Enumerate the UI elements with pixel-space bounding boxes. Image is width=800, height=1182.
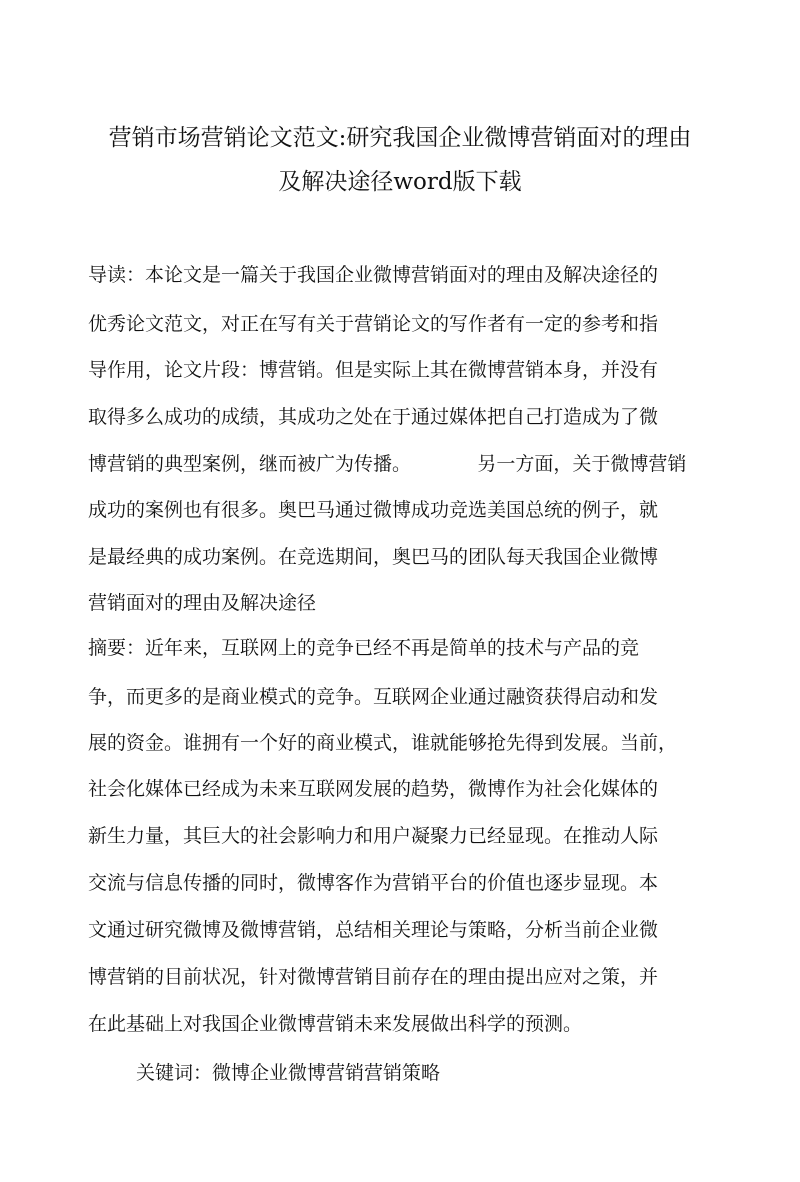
keywords-line: 关键词：微博企业微博营销营销策略 [136, 1062, 441, 1084]
abstract-line-8: 博营销的目前状况，针对微博营销目前存在的理由提出应对之策，并 [88, 966, 659, 988]
abstract-line-4: 社会化媒体已经成为未来互联网发展的趋势，微博作为社会化媒体的 [88, 778, 659, 800]
body-line-6: 成功的案例也有很多。奥巴马通过微博成功竞选美国总统的例子，就 [88, 499, 659, 521]
title-line-2: 及解决途径word版下载 [278, 169, 522, 195]
page-title [60, 116, 740, 204]
body-line-5: 博营销的典型案例，继而被广为传播。 另一方面，关于微博营销 [88, 453, 687, 475]
abstract-line-5: 新生力量，其巨大的社会影响力和用户凝聚力已经显现。在推动人际 [88, 825, 659, 847]
abstract-line-1: 摘要：近年来，互联网上的竞争已经不再是简单的技术与产品的竞 [88, 637, 640, 659]
title-line-1: 营销市场营销论文范文:研究我国企业微博营销面对的理由 [108, 125, 692, 151]
body-line-1: 导读：本论文是一篇关于我国企业微博营销面对的理由及解决途径的 [88, 264, 659, 286]
body-line-3: 导作用，论文片段：博营销。但是实际上其在微博营销本身，并没有 [88, 359, 659, 381]
body-line-4: 取得多么成功的成绩，其成功之处在于通过媒体把自己打造成为了微 [88, 406, 659, 428]
abstract-line-2: 争，而更多的是商业模式的竞争。互联网企业通过融资获得启动和发 [88, 686, 659, 708]
abstract-line-6: 交流与信息传播的同时，微博客作为营销平台的价值也逐步显现。本 [88, 872, 659, 894]
abstract-line-9: 在此基础上对我国企业微博营销未来发展做出科学的预测。 [88, 1013, 583, 1035]
abstract-line-7: 文通过研究微博及微博营销，总结相关理论与策略，分析当前企业微 [88, 919, 659, 941]
abstract-line-3: 展的资金。谁拥有一个好的商业模式，谁就能够抢先得到发展。当前， [88, 732, 678, 754]
body-line-2: 优秀论文范文，对正在写有关于营销论文的写作者有一定的参考和指 [88, 313, 659, 335]
body-line-7: 是最经典的成功案例。在竞选期间，奥巴马的团队每天我国企业微博 [88, 546, 659, 568]
body-line-8: 营销面对的理由及解决途径 [88, 592, 317, 614]
